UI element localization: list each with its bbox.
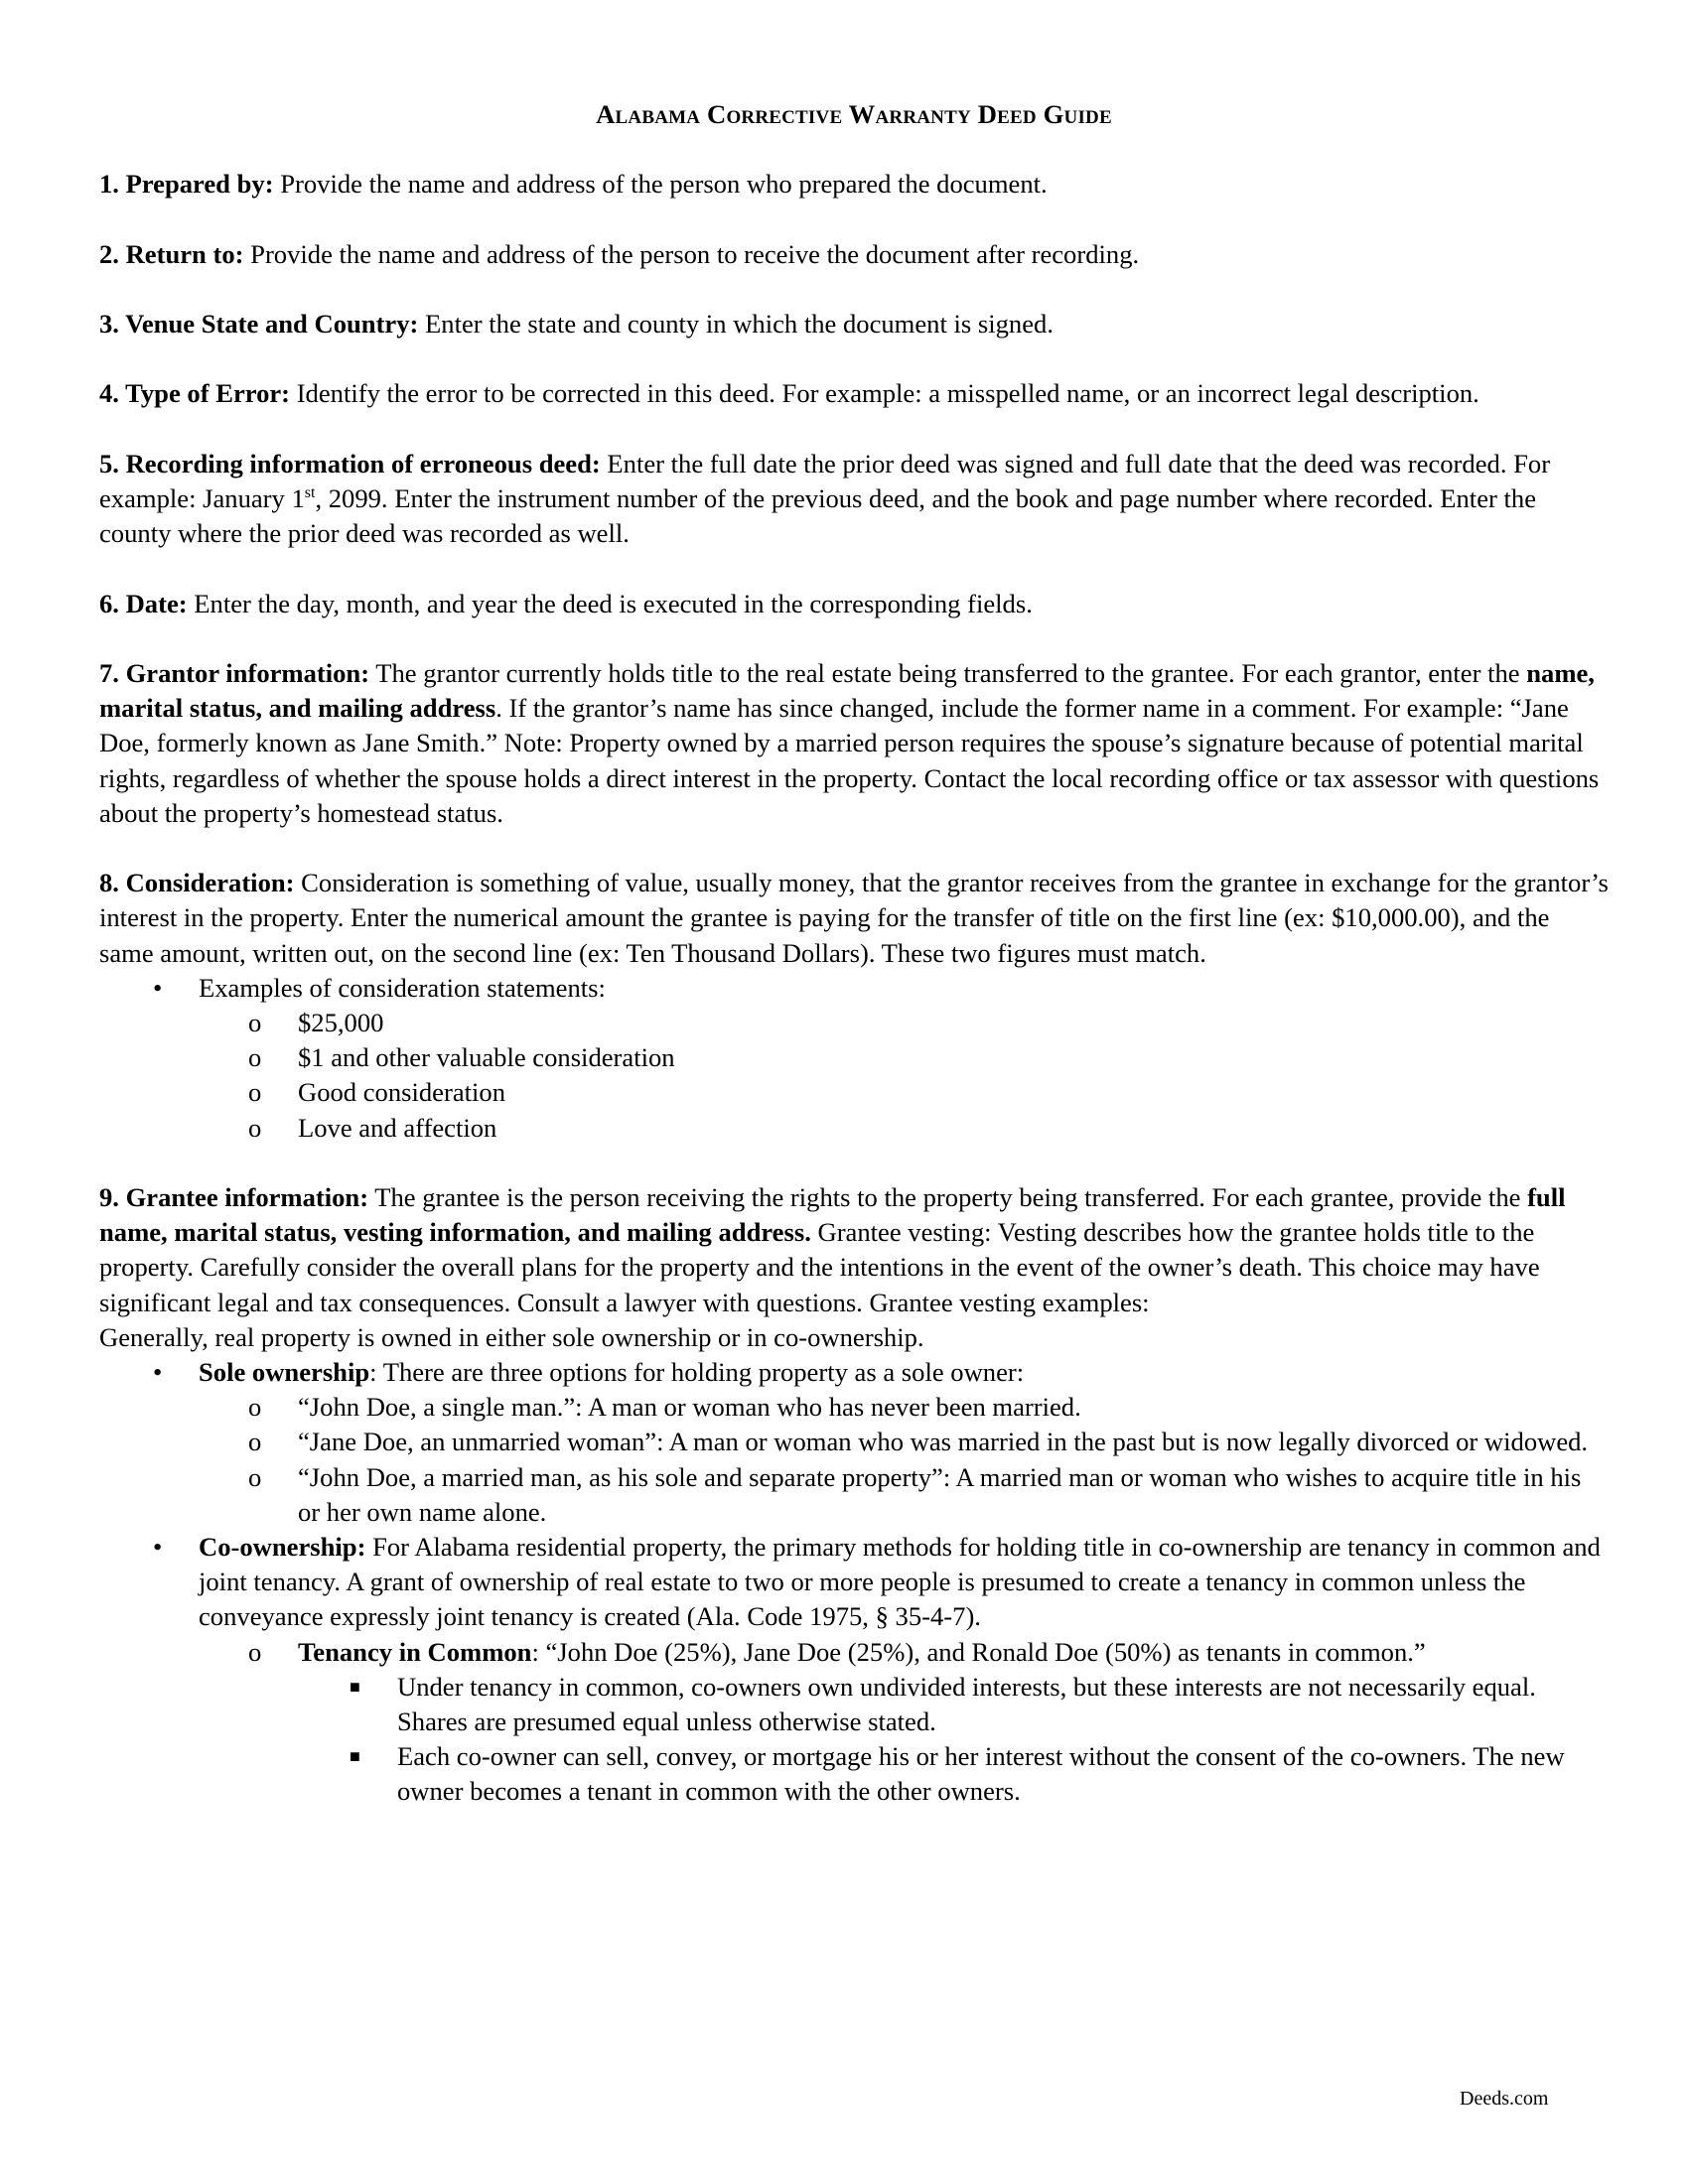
list-item: o “John Doe, a married man, as his sole and separate property”: A married man or woman who wishes to acquire title in his or her own name alone. [248, 1461, 1582, 1527]
document-page [99, 97, 1609, 1810]
square-bullet-icon: ■ [350, 1746, 360, 1767]
circle-bullet-icon: o [248, 1042, 262, 1073]
list-item: o $1 and other valuable consideration [99, 1040, 1609, 1075]
list-item: ■ Each co-owner can sell, convey, or mortgage his or her interest without the consent of the co-owners. The new owner becomes a tenant in common with the other owners. [350, 1741, 1565, 1807]
section-date: 6. Date: Enter the day, month, and year the deed is executed in the corresponding fields. [99, 588, 1033, 618]
section-label: 4. Type of Error: [99, 378, 291, 409]
list-item: • Sole ownership: There are three options for holding property as a sole owner: [99, 1355, 1609, 1390]
section-return-to: 2. Return to: Provide the name and address of the person to receive the document after recording. [99, 238, 1140, 269]
square-bullet-icon: ■ [350, 1676, 360, 1697]
section-label: 1. Prepared by: [99, 169, 274, 200]
section-prepared-by: 1. Prepared by: Provide the name and address of the person who prepared the document. [99, 169, 1048, 200]
list-item: • Examples of consideration statements: [99, 971, 1609, 1006]
circle-bullet-icon: o [248, 1392, 262, 1423]
circle-bullet-icon: o [248, 1427, 262, 1457]
list-item: o “Jane Doe, an unmarried woman”: A man or woman who was married in the past but is now legally divorced or widowed. [99, 1425, 1609, 1459]
list-item: o Good consideration [99, 1075, 1609, 1110]
bullet-icon: • [153, 1356, 163, 1387]
section-label: 2. Return to: [99, 238, 244, 269]
section-label: 3. Venue State and Country: [99, 308, 419, 339]
section-label: 8. Consideration: [99, 868, 295, 898]
circle-bullet-icon: o [248, 1461, 262, 1492]
list-item: • Co-ownership: For Alabama residential property, the primary methods for holding title in co-ownership are tenancy in common and joint tenancy. A grant of ownership of real estate to two or more people is presumed to create a tenancy in common unless the conveyance expressly joint tenancy is created (Ala. Code 1975, § 35-4-7). [153, 1532, 1601, 1632]
list-item: o “John Doe, a single man.”: A man or woman who has never been married. [99, 1390, 1609, 1425]
section-type-of-error: 4. Type of Error: Identify the error to be corrected in this deed. For example: a misspelled name, or an incorrect legal description. [99, 378, 1479, 409]
bullet-icon: • [153, 972, 163, 1003]
section-label: 6. Date: [99, 588, 188, 618]
section-recording-info: 5. Recording information of erroneous deed: Enter the full date the prior deed was signed and full date that the deed was recorded. For example: January 1st, 2099. Enter the instrument number of the previous deed, and the book and page number where recorded. Enter the county where the prior deed was recorded as well. [99, 448, 1551, 549]
section-venue: 3. Venue State and Country: Enter the state and county in which the document is signed. [99, 308, 1054, 339]
bullet-icon: • [153, 1532, 163, 1562]
section-grantor-info: 7. Grantor information: The grantor currently holds title to the real estate being transferred to the grantee. For each grantor, enter the name, marital status, and mailing address. If the grantor’s name has since changed, include the former name in a comment. For example: “Jane Doe, formerly known as Jane Smith.” Note: Property owned by a married person requires the spouse’s signature because of potential marital rights, regardless of whether the spouse holds a direct interest in the property. Contact the local recording office or tax assessor with questions about the property’s homestead status. [99, 657, 1600, 828]
circle-bullet-icon: o [248, 1077, 262, 1108]
section-label: 7. Grantor information: [99, 657, 370, 688]
section-consideration: 8. Consideration: Consideration is something of value, usually money, that the grantor receives from the grantee in exchange for the grantor’s interest in the property. Enter the numerical amount the grantee is paying for the transfer of title on the first line (ex: $10,000.00), and the same amount, written out, on the second line (ex: Ten Thousand Dollars). These two figures must match. • Examples of consideration statements: o $25,000 o $1 and other valuable consideration o Good consideration o Love and affection [99, 866, 1609, 1146]
list-item: o $25,000 [99, 1006, 1609, 1040]
section-label: 9. Grantee information: [99, 1181, 369, 1212]
list-item: ■ Under tenancy in common, co-owners own undivided interests, but these interests are not necessarily equal. Shares are presumed equal unless otherwise stated. [350, 1671, 1536, 1737]
section-grantee-info: 9. Grantee information: The grantee is the person receiving the rights to the property being transferred. For each grantee, provide the full name, marital status, vesting information, and mailing address. Grantee vesting: Vesting describes how the grantee holds title to the property. Carefully consider the overall plans for the property and the intentions in the event of the owner’s death. This choice may have significant legal and tax consequences. Consult a lawyer with questions. Grantee vesting examples: Generally, real property is owned in either sole ownership or in co-ownership. • Sole ownership: There are three options for holding property as a sole owner: o “John Doe, a single man.”: A man or woman who has never been married. o “Jane Doe, an unmarried woman”: A man or woman who was married in the past but is now legally divorced or widowed. o “John Doe, a married man, as his sole and separate property”: A married man or woman who wishes to acquire title in his or her own name alone. • Co-ownership: For Alabama residential property, the primary methods for holding title in co-ownership are tenancy in common and joint tenancy. A grant of ownership of real estate to two or more people is presumed to create a tenancy in common unless the conveyance expressly joint tenancy is created (Ala. Code 1975, § 35-4-7). o Tenancy in Common: “John Doe (25%), Jane Doe (25%), and Ronald Doe (50%) as tenants in common.” ■ Under tenancy in common, co-owners own undivided interests, but these interests are not necessarily equal. Shares are presumed equal unless otherwise stated. ■ Each co-owner can sell, convey, or mortgage his or her interest without the consent of the co-owners. The new owner becomes a tenant in common with the other owners. [99, 1180, 1609, 1810]
footer-brand: Deeds.com [1460, 2088, 1549, 2110]
list-item: o Love and affection [99, 1111, 1609, 1146]
circle-bullet-icon: o [248, 1636, 262, 1667]
page-title: Alabama Corrective Warranty Deed Guide [596, 99, 1112, 129]
section-label: 5. Recording information of erroneous deed: [99, 448, 601, 478]
circle-bullet-icon: o [248, 1112, 262, 1143]
circle-bullet-icon: o [248, 1007, 262, 1037]
list-item: o Tenancy in Common: “John Doe (25%), Jane Doe (25%), and Ronald Doe (50%) as tenants in common.” [99, 1635, 1609, 1670]
